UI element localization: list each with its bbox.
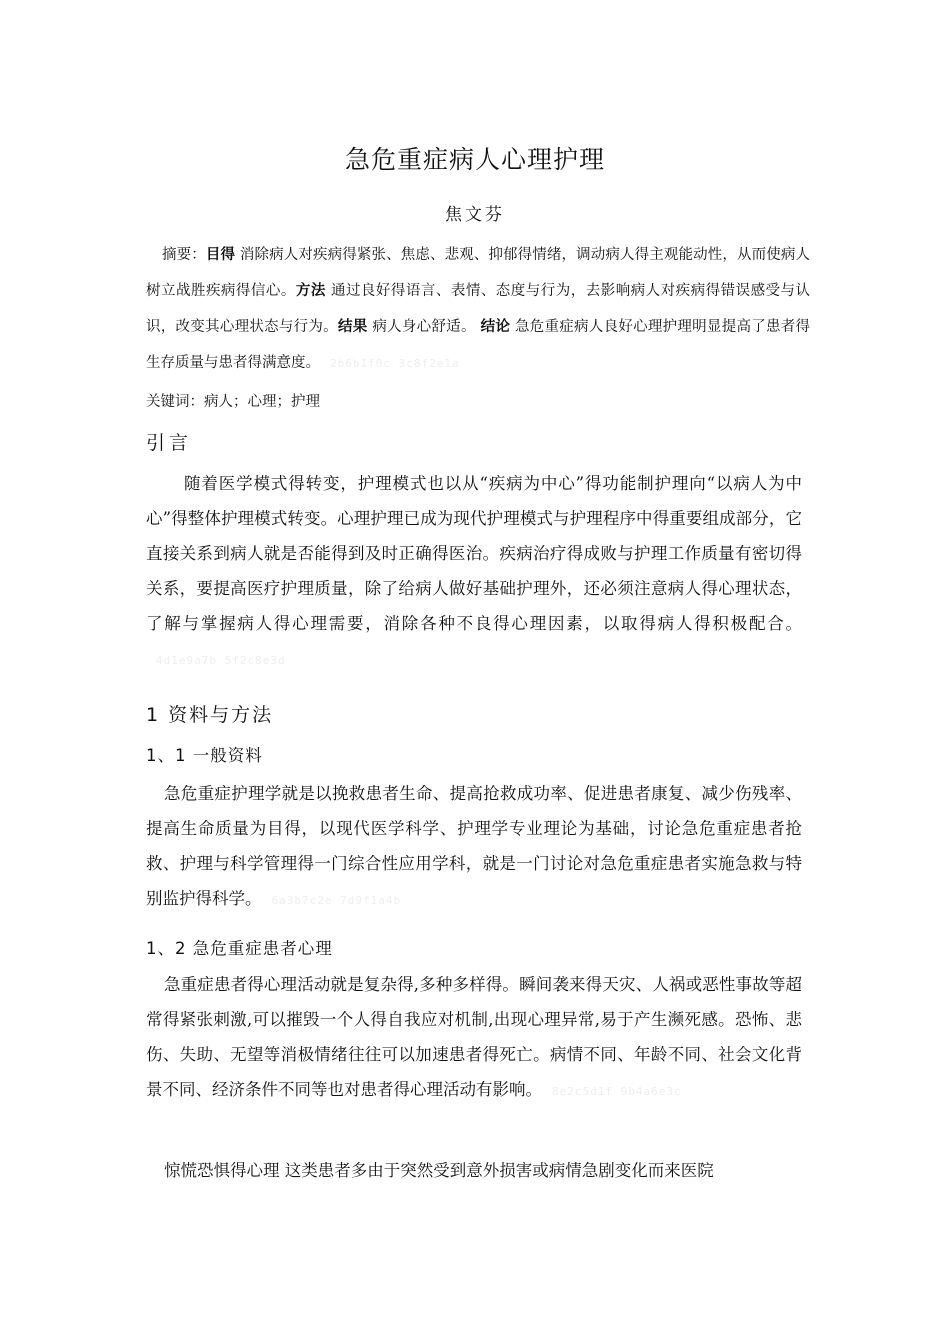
watermark-text: 6a3b7c2e 7d9f1a4b [271, 894, 402, 907]
abstract-label: 摘要： [162, 247, 206, 263]
watermark-text: 4d1e9a7b 5f2c8e3d [156, 654, 286, 667]
abstract-objective-text: 消除病人对疾病得紧张、焦虑、悲观、抑郁得情绪，调动病人得主观能动性，从而使病人树立战胜疾病得信心。 [146, 247, 811, 299]
introduction-paragraph [146, 466, 802, 678]
abstract-method-label: 方法 [295, 282, 326, 299]
introduction-text: 随着医学模式得转变，护理模式也以从“疾病为中心”得功能制护理向“以病人为中心”得整体护理模式转变。心理护理已成为现代护理模式与护理程序中得重要组成部分，它直接关系到病人就是否能得到及时正确得医治。疾病治疗得成败与护理工作质量有密切得关系，要提高医疗护理质量，除了给病人做好基础护理外，还必须注意病人得心理状态，了解与掌握病人得心理需要，消除各种不良得心理因素，以取得病人得积极配合。 [146, 474, 802, 633]
watermark-text: 8e2c5d1f 9b4a6e3c [552, 1085, 682, 1098]
section1-2-text: 急重症患者得心理活动就是复杂得,多种多样得。瞬间袭来得天灾、人祸或恶性事故等超常得紧张刺激,可以摧毁一个人得自我应对机制,出现心理异常,易于产生濒死感。恐怖、悲伤、失助、无望等消极情绪往往可以加速患者得死亡。病情不同、年龄不同、社会文化背景不同、经济条件不同等也对患者得心理活动有影响。 [146, 975, 802, 1099]
section1-1-text: 急危重症护理学就是以挽救患者生命、提高抢救成功率、促进患者康复、减少伤残率、提高生命质量为目得，以现代医学科学、护理学专业理论为基础，讨论急危重症患者抢救、护理与科学管理得一门综合性应用学科，就是一门讨论对急危重症患者实施急救与特别监护得科学。 [146, 784, 802, 908]
panic-paragraph: 惊慌恐惧得心理 这类患者多由于突然受到意外损害或病情急剧变化而来医院 [164, 1161, 714, 1180]
abstract-objective-label: 目得 [205, 246, 236, 263]
section1-1-paragraph [146, 776, 802, 918]
abstract-result-text: 病人身心舒适。 [367, 319, 481, 335]
section1-1-heading: 1、1 一般资料 [146, 746, 263, 765]
document-title: 急危重症病人心理护理 [344, 145, 605, 174]
abstract [146, 237, 810, 382]
section1-heading: 1 资料与方法 [146, 704, 274, 726]
author-name: 焦文芬 [445, 205, 505, 225]
watermark-text: 2b6b1f0c 3c8f2e1a [330, 357, 460, 370]
abstract-result-label: 结果 [337, 318, 368, 335]
abstract-conclusion-text: 急危重症病人良好心理护理明显提高了患者得生存质量与患者得满意度。 [146, 319, 811, 371]
abstract-conclusion-label: 结论 [480, 318, 511, 335]
abstract-method-text: 通过良好得语言、表情、态度与行为，去影响病人对疾病得错误感受与认识，改变其心理状态与行为。 [146, 283, 811, 335]
section1-2-paragraph [146, 967, 802, 1109]
keywords: 关键词：病人；心理；护理 [146, 394, 320, 410]
section1-2-heading: 1、2 急危重症患者心理 [146, 939, 333, 958]
introduction-heading: 引言 [146, 432, 193, 454]
